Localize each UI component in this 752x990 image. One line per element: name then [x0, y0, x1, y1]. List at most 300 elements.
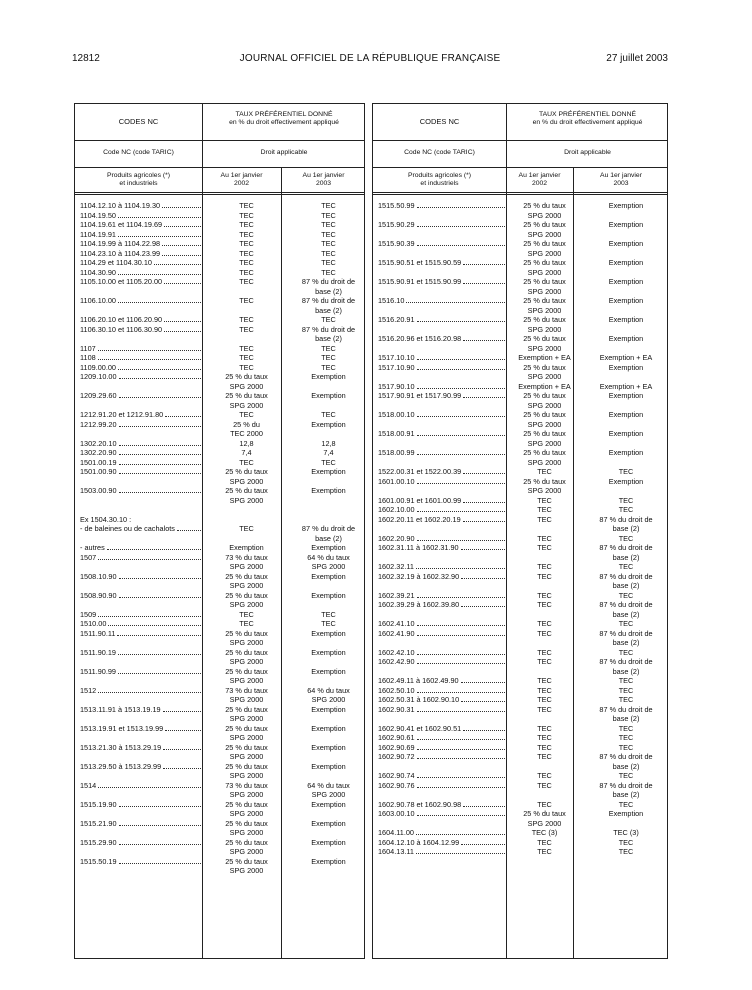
- rate-2002-cell: [511, 572, 578, 591]
- leader-dots: [162, 245, 201, 246]
- rate-2002-line: TEC: [537, 847, 552, 856]
- rate-2003-line: base (2): [612, 609, 640, 619]
- nc-code: 1604.13.11: [378, 847, 414, 856]
- nc-code: 1515.50.99: [378, 201, 415, 210]
- table-row: [75, 743, 364, 762]
- rate-2002-cell: [511, 505, 578, 515]
- rate-2002-line: TEC: [537, 771, 552, 780]
- rate-2003-cell: [286, 800, 371, 819]
- rate-2003-line: 87 % du droit de: [599, 543, 653, 552]
- nc-code-cell: [373, 496, 511, 506]
- leader-dots: [118, 302, 201, 303]
- table-row: [373, 752, 667, 771]
- table-row: [75, 391, 364, 410]
- table-row: [75, 439, 364, 449]
- rate-2002-line: SPG 2000: [527, 343, 562, 353]
- rate-2003-cell: [578, 686, 674, 696]
- rate-2002-line: 25 % du taux: [225, 761, 268, 771]
- rate-2003-cell: [578, 733, 674, 743]
- nc-code: 1108: [80, 353, 96, 362]
- rate-2003-cell: [286, 448, 371, 458]
- codes-nc-heading: CODES NC: [419, 117, 460, 126]
- rate-2002-line: 25 % du taux: [225, 486, 268, 495]
- rate-2003-line: Exemption: [608, 391, 644, 400]
- nc-code-cell: [373, 534, 511, 544]
- rate-2003-cell: [578, 515, 674, 534]
- rate-2003-line: base (2): [612, 638, 640, 647]
- rate-2003-cell: [286, 296, 371, 315]
- nc-code: 1212.99.20: [80, 419, 117, 429]
- droit-applicable-heading: Droit applicable: [260, 149, 308, 156]
- nc-code: 1104.23.10 à 1104.23.99: [80, 248, 161, 258]
- table-row: [75, 410, 364, 420]
- rate-2002-line: 25 % du taux: [225, 590, 268, 600]
- nc-code: 1601.00.91 et 1601.00.99: [378, 495, 462, 505]
- table-row: [75, 458, 364, 468]
- rate-2002-cell: [207, 211, 286, 221]
- leader-dots: [461, 682, 505, 683]
- leader-dots: [416, 568, 505, 569]
- rate-2002-cell: [511, 496, 578, 506]
- nc-code-cell: [373, 591, 511, 601]
- rate-2002-line: TEC: [537, 495, 552, 505]
- nc-code-cell: [373, 382, 511, 392]
- rate-2003-cell: [286, 857, 371, 876]
- rate-2003-line: TEC: [618, 733, 634, 742]
- nc-code: 1518.00.10: [378, 410, 415, 419]
- leader-dots: [98, 559, 201, 560]
- leader-dots: [119, 378, 201, 379]
- rate-2002-line: TEC: [537, 676, 552, 685]
- taux-heading-line2: en % du droit effectivement appliqué: [532, 119, 643, 126]
- rate-2002-line: 25 % du taux: [225, 647, 268, 657]
- nc-code-cell: [75, 591, 207, 610]
- nc-code: 1515.19.90: [80, 799, 117, 809]
- nc-code: 1602.50.10: [378, 685, 415, 695]
- nc-code-cell: [75, 325, 207, 344]
- rate-2002-cell: [511, 220, 578, 239]
- rate-2003-cell: [286, 258, 371, 268]
- rate-2002-cell: [511, 353, 578, 363]
- rate-2003-line: Exemption: [311, 391, 346, 400]
- rate-2002-cell: [207, 610, 286, 620]
- table-row: [373, 334, 667, 353]
- nc-code-cell: [75, 410, 207, 420]
- rate-2002-line: TEC: [239, 258, 254, 267]
- rate-2002-line: SPG 2000: [229, 476, 264, 486]
- leader-dots: [162, 207, 201, 208]
- rate-2002-line: SPG 2000: [229, 381, 264, 391]
- nc-code: 1510.00: [80, 619, 107, 628]
- leader-dots: [118, 369, 201, 370]
- nc-code-cell: [75, 686, 207, 705]
- nc-code: 1501.00.19: [80, 457, 117, 467]
- rate-2003-line: Exemption: [608, 334, 644, 343]
- rate-2002-line: 73 % du taux: [225, 780, 268, 790]
- rate-2002-line: TEC: [239, 248, 254, 258]
- rate-2002-cell: [511, 543, 578, 562]
- nc-code-cell: [373, 429, 511, 448]
- rate-2002-line: 7,4: [241, 448, 252, 457]
- table-row: [75, 315, 364, 325]
- rate-2003-line: Exemption: [311, 628, 346, 638]
- nc-code: 1602.90.76: [378, 780, 415, 790]
- rate-2002-cell: [207, 220, 286, 230]
- rate-2003-cell: [286, 629, 371, 648]
- rate-2003-cell: [578, 648, 674, 658]
- nc-code: 1602.90.69: [378, 742, 415, 752]
- rate-2003-cell: [286, 410, 371, 420]
- leader-dots: [461, 606, 505, 607]
- rate-2003-cell: [578, 572, 674, 591]
- rate-2003-line: TEC: [321, 220, 336, 229]
- table-row: [373, 686, 667, 696]
- rate-2003-line: Exemption: [608, 362, 644, 372]
- nc-code: 1212.91.20 et 1212.91.80: [80, 410, 164, 419]
- rate-2003-cell: [578, 534, 674, 544]
- rate-2002-cell: [207, 439, 286, 449]
- nc-code-cell: [373, 543, 511, 562]
- rate-2003-line: TEC: [618, 467, 634, 476]
- rate-2002-line: 25 % du taux: [523, 410, 566, 419]
- table-row: [373, 515, 667, 534]
- nc-code-cell: [373, 505, 511, 515]
- rate-2003-line: TEC: [321, 258, 336, 267]
- rate-2002-line: 25 % du taux: [225, 742, 268, 752]
- produits-heading: [373, 172, 506, 188]
- nc-code: 1602.49.11 à 1602.49.90: [378, 676, 459, 685]
- rate-2003-cell: [578, 752, 674, 771]
- rate-2003-cell: [578, 847, 674, 857]
- rate-2003-cell: [286, 743, 371, 762]
- table-row: [373, 220, 667, 239]
- nc-code: 1518.00.91: [378, 429, 415, 438]
- nc-code-cell: [75, 800, 207, 819]
- rate-2003-line: Exemption: [311, 666, 346, 676]
- rate-2002-cell: [511, 315, 578, 334]
- nc-code-cell: [75, 705, 207, 724]
- rate-2002-cell: [207, 524, 286, 543]
- rate-2002-line: SPG 2000: [229, 676, 264, 685]
- rate-2003-line: Exemption: [608, 296, 644, 305]
- table-row: [75, 572, 364, 591]
- rate-2002-line: 25 % du taux: [523, 239, 566, 248]
- rate-2002-cell: [511, 733, 578, 743]
- nc-code: 1517.10.90: [378, 362, 415, 372]
- nc-code: 1604.12.10 à 1604.12.99: [378, 837, 460, 847]
- table-row: [373, 847, 667, 857]
- rate-2003-cell: [578, 382, 674, 392]
- table-row: [75, 515, 364, 525]
- leader-dots: [177, 530, 201, 531]
- codes-nc-heading: CODES NC: [118, 117, 159, 126]
- rate-2002-cell: [207, 363, 286, 373]
- rate-2003-cell: [578, 239, 674, 258]
- rate-2002-cell: [511, 258, 578, 277]
- rate-2003-line: TEC: [321, 239, 336, 248]
- rate-2002-line: SPG 2000: [527, 229, 562, 239]
- rate-2002-line: TEC: [537, 628, 552, 638]
- rate-2003-cell: [578, 771, 674, 781]
- rate-2002-cell: [511, 629, 578, 648]
- rate-2002-line: Exemption + EA: [518, 353, 571, 362]
- rate-2003-cell: [286, 515, 371, 525]
- leader-dots: [417, 369, 505, 370]
- left-tariff-table: [74, 103, 365, 959]
- rate-2002-line: 25 % du taux: [523, 362, 566, 372]
- leader-dots: [461, 578, 505, 579]
- nc-code: 1516.20.91: [378, 315, 415, 324]
- nc-code: 1602.42.10: [378, 647, 415, 657]
- nc-code: 1601.00.10: [378, 476, 415, 486]
- table-row: [75, 553, 364, 572]
- nc-code-cell: [373, 847, 511, 857]
- table-row: [373, 239, 667, 258]
- rate-2002-line: 25 % du taux: [225, 837, 268, 847]
- leader-dots: [417, 749, 505, 750]
- rate-2003-line: base (2): [612, 552, 640, 562]
- rate-2002-line: TEC: [537, 752, 552, 761]
- rate-2003-cell: [286, 458, 371, 468]
- rate-2003-cell: [286, 648, 371, 667]
- table-row: [75, 420, 364, 439]
- leader-dots: [416, 834, 505, 835]
- rate-2002-line: SPG 2000: [527, 210, 562, 220]
- nc-code: 1511.90.11: [80, 628, 116, 638]
- jan-2002-heading-line2: 2002: [233, 180, 250, 187]
- rate-2002-cell: [511, 695, 578, 705]
- nc-code: 1513.11.91 à 1513.19.19: [80, 704, 161, 714]
- nc-code: - autres: [80, 543, 105, 552]
- table-row: [75, 277, 364, 296]
- rate-2002-line: 25 % du: [233, 419, 260, 429]
- nc-code: 1515.90.91 et 1515.90.99: [378, 277, 462, 286]
- nc-code-cell: [75, 230, 207, 240]
- rate-2003-cell: [286, 762, 371, 781]
- nc-code: 1602.90.72: [378, 752, 415, 761]
- nc-code: 1602.90.41 et 1602.90.51: [378, 723, 462, 733]
- rate-2002-cell: [207, 420, 286, 439]
- leader-dots: [119, 397, 201, 398]
- rate-2003-line: TEC: [618, 685, 634, 695]
- rate-2002-cell: [511, 410, 578, 429]
- rate-2002-cell: [207, 619, 286, 629]
- rate-2003-line: base (2): [612, 790, 640, 799]
- leader-dots: [154, 264, 201, 265]
- nc-code: 1518.00.99: [378, 448, 415, 457]
- rate-2003-line: Exemption: [311, 486, 346, 495]
- rate-2003-line: 64 % du taux: [307, 552, 350, 562]
- table-row: [75, 591, 364, 610]
- nc-code: 1602.20.90: [378, 533, 415, 543]
- rate-2002-cell: [511, 771, 578, 781]
- rate-2003-cell: [578, 591, 674, 601]
- rate-2002-line: 25 % du taux: [225, 856, 268, 866]
- rate-2002-cell: [511, 591, 578, 601]
- nc-code-cell: [75, 819, 207, 838]
- leader-dots: [417, 388, 505, 389]
- nc-code: 1302.20.90: [80, 448, 117, 457]
- rate-2003-cell: [578, 334, 674, 353]
- rate-2003-line: base (2): [315, 286, 342, 296]
- rate-2002-line: 73 % du taux: [225, 552, 268, 562]
- leader-dots: [416, 853, 505, 854]
- rate-2002-line: SPG 2000: [229, 495, 264, 505]
- rate-2003-cell: [578, 220, 674, 239]
- jan-2002-heading: [506, 172, 573, 188]
- rate-2002-line: 25 % du taux: [225, 666, 268, 676]
- table-row: [75, 372, 364, 391]
- leader-dots: [119, 825, 201, 826]
- table-row: [373, 724, 667, 734]
- table-row: [373, 382, 667, 392]
- rate-2003-line: Exemption: [608, 201, 644, 210]
- rate-2003-line: 12,8: [321, 438, 336, 448]
- table-row: [75, 543, 364, 553]
- rate-2003-cell: [578, 277, 674, 296]
- rate-2002-line: 25 % du taux: [225, 467, 268, 476]
- nc-code-cell: [373, 724, 511, 734]
- leader-dots: [117, 635, 201, 636]
- rate-2002-line: Exemption + EA: [518, 381, 571, 391]
- nc-code-cell: [75, 439, 207, 449]
- table-row: [373, 838, 667, 848]
- rate-2002-cell: [511, 743, 578, 753]
- rate-2002-line: TEC: [239, 410, 254, 419]
- table-row: [75, 268, 364, 278]
- nc-code: 1602.39.29 à 1602.39.80: [378, 600, 460, 609]
- rate-2003-cell: [286, 239, 371, 249]
- nc-code: 1602.41.90: [378, 628, 415, 638]
- table-row: [373, 657, 667, 676]
- leader-dots: [463, 283, 505, 284]
- nc-code: 1105.10.00 et 1105.20.00: [80, 277, 163, 286]
- rate-2003-line: TEC: [321, 267, 336, 277]
- rate-2002-line: 25 % du taux: [523, 429, 566, 438]
- table-row: [75, 524, 364, 543]
- nc-code: 1515.29.90: [80, 837, 117, 847]
- rate-2002-line: SPG 2000: [229, 809, 264, 818]
- jan-2003-heading-line1: Au 1er janvier: [302, 172, 345, 179]
- nc-code: 1602.20.11 et 1602.20.19: [378, 514, 461, 524]
- rate-2003-line: TEC: [618, 799, 634, 809]
- rate-2002-cell: [207, 486, 286, 505]
- nc-code-cell: [75, 543, 207, 553]
- header-rule: [373, 140, 667, 141]
- table-row: [75, 220, 364, 230]
- rate-2002-line: SPG 2000: [527, 457, 562, 467]
- rate-2002-cell: [207, 344, 286, 354]
- leader-dots: [417, 692, 505, 693]
- left-table-rows: [75, 201, 364, 876]
- rate-2002-line: SPG 2000: [527, 400, 562, 410]
- rate-2002-line: TEC: [537, 543, 552, 552]
- rate-2003-line: TEC (3): [613, 828, 639, 837]
- leader-dots: [118, 236, 201, 237]
- table-row: [373, 534, 667, 544]
- rate-2002-cell: [511, 296, 578, 315]
- rate-2002-line: SPG 2000: [229, 790, 264, 799]
- rate-2002-line: SPG 2000: [229, 400, 264, 410]
- rate-2002-line: TEC: [239, 609, 254, 619]
- rate-2003-cell: [286, 505, 371, 515]
- table-row: [75, 629, 364, 648]
- rate-2003-cell: [578, 828, 674, 838]
- nc-code-cell: [75, 762, 207, 781]
- rate-2002-cell: [207, 819, 286, 838]
- table-row: [373, 743, 667, 753]
- nc-code-cell: [75, 296, 207, 315]
- rate-2003-line: 87 % du droit de: [599, 780, 653, 790]
- rate-2003-line: [286, 515, 371, 525]
- nc-code: 1602.41.10: [378, 619, 415, 628]
- rate-2003-line: 87 % du droit de: [599, 571, 653, 581]
- nc-code-cell: [75, 391, 207, 410]
- rate-2003-cell: [286, 705, 371, 724]
- rate-2003-line: TEC: [618, 676, 634, 685]
- nc-code: 1104.29 et 1104.30.10: [80, 258, 152, 267]
- rate-2003-line: TEC: [618, 771, 634, 780]
- nc-code: 1106.20.10 et 1106.20.90: [80, 315, 163, 324]
- table-row: [373, 676, 667, 686]
- table-row: [75, 800, 364, 819]
- nc-code: 1516.20.96 et 1516.20.98: [378, 334, 462, 343]
- nc-code: 1602.32.19 à 1602.32.90: [378, 571, 460, 581]
- rate-2003-line: [286, 505, 371, 515]
- leader-dots: [98, 787, 201, 788]
- produits-heading-line2: et industriels: [420, 180, 459, 187]
- nc-code-cell: [373, 629, 511, 648]
- rate-2003-line: Exemption: [608, 315, 644, 324]
- rate-2002-cell: [207, 572, 286, 591]
- rate-2002-line: SPG 2000: [527, 248, 562, 258]
- leader-dots: [163, 768, 201, 769]
- nc-code-cell: [75, 572, 207, 591]
- rate-2003-cell: [578, 800, 674, 810]
- rate-2003-cell: [578, 258, 674, 277]
- leader-dots: [417, 483, 505, 484]
- nc-code-cell: [75, 363, 207, 373]
- nc-code-cell: [373, 648, 511, 658]
- table-row: [75, 486, 364, 505]
- rate-2002-line: SPG 2000: [229, 581, 264, 590]
- rate-2002-cell: [207, 648, 286, 667]
- nc-code-cell: [75, 724, 207, 743]
- rate-2002-line: SPG 2000: [527, 286, 562, 296]
- leader-dots: [417, 454, 505, 455]
- table-row: [75, 648, 364, 667]
- leader-dots: [163, 749, 201, 750]
- rate-2003-line: TEC: [618, 619, 634, 628]
- rate-2003-cell: [286, 819, 371, 838]
- nc-code: 1106.10.00: [80, 296, 116, 305]
- nc-code: 1603.00.10: [378, 809, 415, 818]
- rate-2003-cell: [578, 743, 674, 753]
- taux-heading-line1: TAUX PRÉFÉRENTIEL DONNÉ: [538, 111, 637, 118]
- nc-code-cell: [75, 781, 207, 800]
- leader-dots: [119, 426, 201, 427]
- rate-2003-cell: [286, 372, 371, 391]
- nc-code: 1517.90.91 et 1517.90.99: [378, 391, 462, 400]
- table-row: [373, 496, 667, 506]
- rate-2003-cell: [286, 781, 371, 800]
- leader-dots: [417, 435, 505, 436]
- leader-dots: [119, 492, 201, 493]
- rate-2003-cell: [578, 705, 674, 724]
- rate-2002-cell: [511, 201, 578, 220]
- rate-2003-line: Exemption: [311, 647, 346, 657]
- rate-2002-cell: [511, 648, 578, 658]
